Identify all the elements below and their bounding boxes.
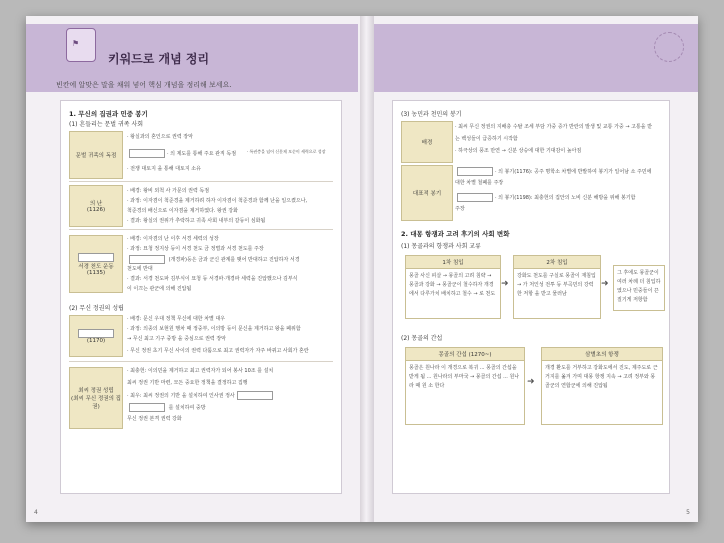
flow-box-head: 1차 침입: [406, 256, 500, 269]
row-label-sub: (1135): [86, 269, 106, 276]
left-content-card: [60, 100, 342, 494]
row-line: 대한 차별 철폐를 주장: [455, 180, 504, 186]
arrow-right-icon: ➜: [527, 377, 535, 387]
row-line: · 전쟁 대토지 을 통해 대토지 소유: [127, 166, 201, 172]
info-box-head: 삼별초의 항쟁: [542, 348, 662, 361]
book-gutter: [360, 16, 374, 522]
row-line-text: 를 설치하여 중방: [167, 405, 206, 411]
left-page: [26, 16, 360, 522]
open-book: [26, 16, 698, 522]
right-page: [374, 16, 698, 522]
blank-field[interactable]: [237, 391, 273, 400]
divider: [69, 361, 333, 362]
subsection-heading: (1) 흔들리는 문벌 귀족 사회: [69, 121, 144, 128]
row-line: [127, 255, 300, 264]
row-line-text: · 의 봉기(1198): 최충헌의 집안의 노비 신분 해방을 위해 봉기함: [495, 195, 636, 201]
info-box-head: 몽골의 간섭 (1270~): [406, 348, 524, 361]
row-line-text: · 최우: 최씨 정권의 기반 을 설치하여 인사권 정사: [127, 393, 235, 399]
subsection-heading: (2) 무신 정권의 성립: [69, 305, 124, 312]
blank-field[interactable]: [457, 167, 493, 176]
row-line: → 무신 최고 기구 중방 을 중심으로 권력 장악: [127, 336, 227, 342]
subsection-heading: (2) 몽골의 간섭: [401, 335, 443, 342]
logo-icon: ⚑: [66, 28, 96, 62]
row-line: · 왕실과의 혼인으로 권력 장악: [127, 134, 193, 140]
row-line-text: · 의 봉기(1176): 공주 명학소 차별에 반발하여 봉기가 일어남 소 주민에: [495, 169, 652, 175]
row-label: [69, 235, 123, 293]
flow-box: [405, 255, 501, 319]
row-line: · 과정: 묘청 정지상 등이 서경 천도 금 정벌과 서경 천도를 주장: [127, 246, 264, 252]
flow-box-head: 2차 침입: [514, 256, 600, 269]
section-heading: 2. 대몽 항쟁과 고려 후기의 사회 변화: [401, 230, 510, 238]
row-line: 이 이끄는 관군에 의해 진압됨: [127, 286, 192, 292]
flow-box: [613, 265, 665, 311]
row-line: 최씨 정권 기반 마련, 모든 중요한 정책을 결정하고 집행: [127, 380, 248, 386]
blank-field[interactable]: [129, 255, 165, 264]
row-line: [127, 403, 206, 412]
subsection-heading: (1) 몽골과의 항쟁과 사회 교류: [401, 243, 481, 250]
row-label-text: 서경 천도 운동: [78, 263, 114, 270]
info-box: [405, 347, 525, 425]
row-line: [455, 193, 635, 202]
row-label-text: 최씨 정권 성립: [78, 388, 114, 394]
row-label: [69, 131, 123, 179]
info-box: [541, 347, 663, 425]
row-line: · 하극상의 풍조 만연 → 신분 상승에 대한 기대감이 높아짐: [455, 148, 582, 154]
row-label-text: 문벌 귀족의 독점: [75, 153, 117, 159]
row-label: 대표적 봉기: [401, 165, 453, 221]
row-line: · 과정: 이자겸이 척준경을 제거하려 하자 이자겸이 척준경과 함께 난을 일으켰으나,: [127, 198, 308, 204]
row-line: 천도에 반대: [127, 266, 153, 272]
page-number-left: 4: [34, 509, 38, 516]
subsection-heading: (3) 농민과 천민의 봉기: [401, 111, 462, 118]
row-line: · 최충헌: 이의민을 제거하고 최고 권력자가 되어 봉사 10조 를 설치: [127, 368, 274, 374]
blank-field[interactable]: [78, 329, 114, 338]
page-title: 키워드로 개념 정리: [108, 52, 210, 66]
row-line-text: (개경파)등은 금과 군신 관계를 맺어 반대하고 진압하자 서경: [167, 257, 300, 263]
flow-box-body: 그 후에도 몽골군이 여러 차례 더 침입하였으나 민중들이 끈질기게 저항함: [617, 270, 661, 303]
row-line: · 배경: 문신 우대 정책 무신에 대한 차별 대우: [127, 316, 226, 322]
blank-field[interactable]: [457, 193, 493, 202]
info-box-body: 몽골은 원나라 이 개경으로 복귀 ... 몽골의 간섭을 받게 됨 ... 원나라의 부마국 → 몽골의 간섭 ... 원나라 때 원 소 한다: [409, 365, 520, 389]
row-line: · 결과: 왕실의 권위가 추락하고 귀족 사회 내부의 갈등이 심화됨: [127, 218, 266, 224]
section-heading: 1. 무신의 집권과 민중 봉기: [69, 110, 148, 118]
row-line: [127, 149, 236, 158]
row-line: 무신 정권 본격 권력 강화: [127, 416, 182, 422]
row-line: [127, 391, 275, 400]
stamp-icon: [654, 32, 684, 62]
row-line: · 최씨 무신 정권의 지배층 수탈 조세 부담 가중 증가 반란의 발생 및 교통 가중 → 고통을 받: [455, 124, 653, 130]
row-note: · 특권층을 넘어 신분제 모순이 세력으로 성장: [247, 149, 326, 154]
divider: [69, 229, 333, 230]
row-line-text: · 의 제도를 통해 주요 관직 독점: [167, 151, 237, 157]
page-number-right: 5: [686, 509, 690, 516]
instruction-text: 빈칸에 알맞은 말을 채워 넣어 핵심 개념을 정리해 보세요.: [56, 81, 232, 89]
row-label: [69, 367, 123, 429]
row-line: [455, 167, 652, 176]
row-line: · 과정: 의종의 보현원 행차 때 정중부, 이의방 등이 문신을 제거하고 왕을 폐위함: [127, 326, 301, 332]
header-banner-right: [374, 24, 698, 92]
right-content-card: [392, 100, 670, 494]
blank-field[interactable]: [78, 253, 114, 262]
arrow-right-icon: ➜: [501, 279, 509, 289]
flow-box: [513, 255, 601, 319]
blank-field[interactable]: [129, 403, 165, 412]
row-label-sub: (1170): [86, 337, 106, 344]
arrow-right-icon: ➜: [601, 279, 609, 289]
row-line: 는 백성들이 급증하기 시작함: [455, 136, 518, 142]
row-label-text: 의 난: [89, 201, 103, 207]
row-line: · 배경: 이자겸의 난 이후 서경 세력의 성장: [127, 236, 219, 242]
row-line: 주장: [455, 206, 465, 212]
row-line: · 결과: 서경 천도파 김부식이 묘청 등 서경파·개경파 세력을 진압했으나 김부식: [127, 276, 298, 282]
row-line: · 무신 정권 초기 무신 사이의 권력 다툼으로 최고 권력자가 자주 바뀌고 사회가 혼란: [127, 348, 309, 354]
blank-field[interactable]: [129, 149, 165, 158]
row-label: [69, 315, 123, 357]
row-label-sub: (최씨 무신 정권의 집권): [71, 396, 121, 410]
row-line: · 배경: 왕비 외척 사 가문의 권력 독점: [127, 188, 210, 194]
info-box-body: 개경 환도를 거부하고 강화도에서 진도, 제주도로 근거지를 옮겨 가며 대몽 항쟁 지속 → 고려 정부와 몽골군의 연합군에 의해 진압됨: [545, 365, 658, 389]
flow-box-body: 몽골 사신 피살 → 몽골의 고려 침략 → 몽골과 강화 → 몽골군이 철수하자 개경에서 다루가치 배치하고 철수 → 로 천도: [409, 273, 496, 297]
flow-box-body: 강화도 천도를 구실로 몽골이 재침입 → 가 처인성 전투 등 부곡민의 강력한 저항 을 받고 물러남: [517, 273, 596, 297]
row-label-sub: (1126): [86, 207, 106, 213]
row-label: 배경: [401, 121, 453, 163]
row-line: 척준경의 배신으로 이자겸을 제거하였다. 왕권 강화: [127, 208, 238, 214]
divider: [69, 181, 333, 182]
row-label: [69, 185, 123, 227]
